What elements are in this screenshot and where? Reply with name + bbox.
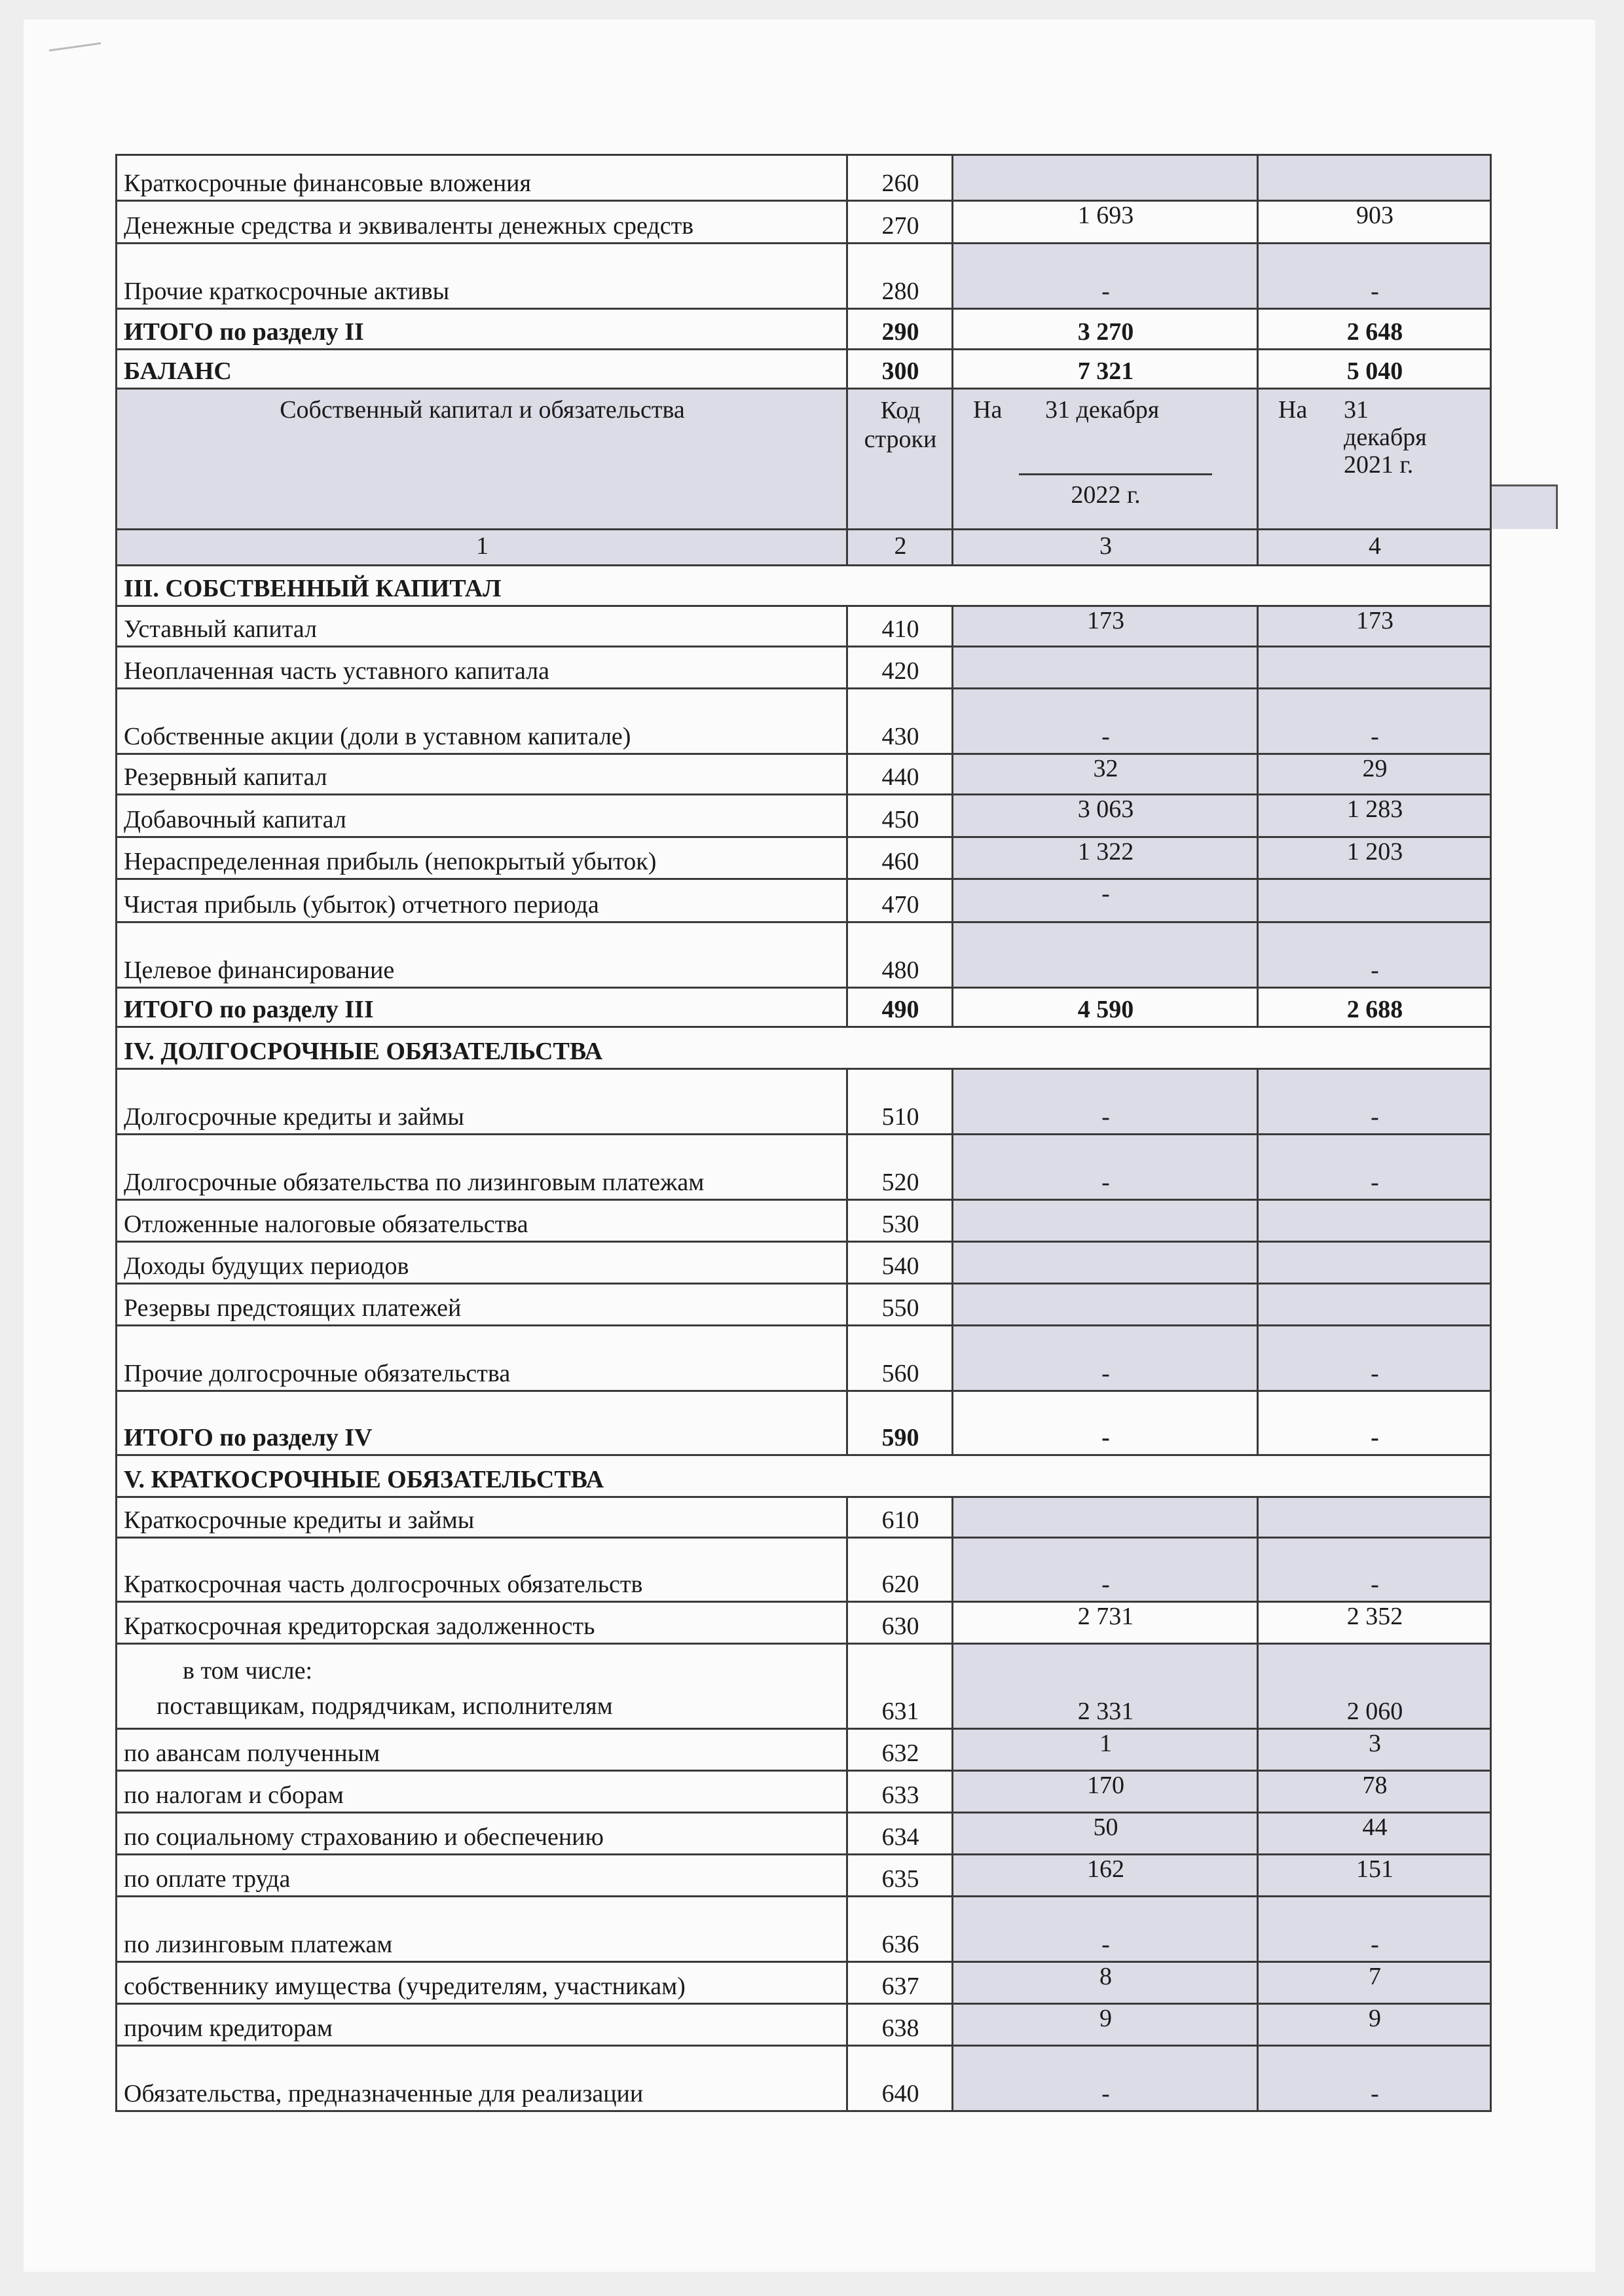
row-value-2021: 2 060 (1258, 1644, 1491, 1729)
row-name: Уставный капитал (117, 606, 847, 647)
row-value-2022: 32 (953, 754, 1258, 795)
row-code: 630 (847, 1602, 953, 1644)
row-value-2021: - (1258, 1538, 1491, 1602)
row-code: 490 (847, 988, 953, 1027)
row-value-2021: 2 648 (1258, 309, 1491, 350)
row-value-2021: - (1258, 1135, 1491, 1200)
scan-mark (49, 43, 103, 65)
table-row (117, 795, 1491, 837)
row-code: 470 (847, 879, 953, 922)
row-name: Неоплаченная часть уставного капитала (117, 647, 847, 689)
row-name: собственнику имущества (учредителям, участникам) (117, 1962, 847, 2004)
row-code: 638 (847, 2004, 953, 2046)
header-year-2022: 2022 г. (1071, 481, 1141, 509)
table-row (117, 1391, 1491, 1455)
row-code: 460 (847, 837, 953, 879)
header-date-2021: 31 декабря 2021 г. (1344, 396, 1427, 479)
row-value-2022 (953, 1284, 1258, 1326)
row-code: 430 (847, 689, 953, 754)
row-value-2021 (1258, 1200, 1491, 1242)
row-name: ИТОГО по разделу IV (117, 1391, 847, 1455)
row-name: по налогам и сборам (117, 1771, 847, 1813)
document-page (24, 20, 1595, 2272)
table-row (117, 988, 1491, 1027)
row-code: 280 (847, 244, 953, 309)
row-value-2022: 50 (953, 1813, 1258, 1855)
row-code: 510 (847, 1069, 953, 1135)
row-value-2022 (953, 922, 1258, 988)
row-name: ИТОГО по разделу II (117, 309, 847, 350)
row-code: 450 (847, 795, 953, 837)
row-code: 590 (847, 1391, 953, 1455)
table-row (117, 606, 1491, 647)
row-value-2021 (1258, 155, 1491, 201)
column-number-row (117, 530, 1491, 566)
row-name: Целевое финансирование (117, 922, 847, 988)
table-row (117, 1897, 1491, 1962)
row-value-2022: 8 (953, 1962, 1258, 2004)
row-code: 636 (847, 1897, 953, 1962)
row-value-2021: - (1258, 689, 1491, 754)
row-name: Краткосрочная кредиторская задолженность (117, 1602, 847, 1644)
row-value-2022 (953, 1242, 1258, 1284)
row-code: 635 (847, 1855, 953, 1897)
row-value-2022: - (953, 1135, 1258, 1200)
row-value-2022 (953, 1497, 1258, 1538)
table-row (117, 1135, 1491, 1200)
row-value-2021 (1258, 1242, 1491, 1284)
row-name: Долгосрочные обязательства по лизинговым платежам (117, 1135, 847, 1200)
row-name: по лизинговым платежам (117, 1897, 847, 1962)
table-row (117, 1729, 1491, 1771)
table-row (117, 1771, 1491, 1813)
row-name: Денежные средства и эквиваленты денежных средств (117, 201, 847, 244)
row-code: 440 (847, 754, 953, 795)
table-row (117, 647, 1491, 689)
row-name: Доходы будущих периодов (117, 1242, 847, 1284)
row-name: Краткосрочные кредиты и займы (117, 1497, 847, 1538)
row-value-2022: 4 590 (953, 988, 1258, 1027)
row-value-2021 (1258, 647, 1491, 689)
row-code: 631 (847, 1644, 953, 1729)
table-row (117, 922, 1491, 988)
row-code: 610 (847, 1497, 953, 1538)
row-value-2021: - (1258, 1897, 1491, 1962)
row-code: 520 (847, 1135, 953, 1200)
row-value-2021: 9 (1258, 2004, 1491, 2046)
row-value-2021: 44 (1258, 1813, 1491, 1855)
section-title: V. КРАТКОСРОЧНЫЕ ОБЯЗАТЕЛЬСТВА (117, 1455, 1491, 1497)
table-row (117, 1200, 1491, 1242)
row-value-2021: 3 (1258, 1729, 1491, 1771)
row-value-2022: 2 331 (953, 1644, 1258, 1729)
col-num-2: 2 (847, 530, 953, 566)
row-name: Собственные акции (доли в уставном капитале) (117, 689, 847, 754)
row-code: 560 (847, 1326, 953, 1391)
row-code: 420 (847, 647, 953, 689)
row-code: 637 (847, 1962, 953, 2004)
row-name: Добавочный капитал (117, 795, 847, 837)
row-value-2022 (953, 647, 1258, 689)
row-value-2021: 2 688 (1258, 988, 1491, 1027)
table-row (117, 1497, 1491, 1538)
table-row (117, 1284, 1491, 1326)
table-row (117, 201, 1491, 244)
row-value-2021: - (1258, 1069, 1491, 1135)
row-value-2022: 162 (953, 1855, 1258, 1897)
row-value-2021 (1258, 1497, 1491, 1538)
header-name: Собственный капитал и обязательства (117, 389, 847, 530)
row-value-2021: 2 352 (1258, 1602, 1491, 1644)
row-value-2022 (953, 155, 1258, 201)
row-name: поставщикам, подрядчикам, исполнителям (157, 1692, 613, 1720)
table-row (117, 1538, 1491, 1602)
table-row (117, 879, 1491, 922)
row-name: Резервный капитал (117, 754, 847, 795)
table-row (117, 155, 1491, 201)
row-code: 260 (847, 155, 953, 201)
row-code: 632 (847, 1729, 953, 1771)
row-value-2021: 903 (1258, 201, 1491, 244)
row-value-2022: - (953, 1326, 1258, 1391)
row-code: 300 (847, 350, 953, 389)
table-row (117, 1813, 1491, 1855)
row-value-2021: 7 (1258, 1962, 1491, 2004)
table-row (117, 837, 1491, 879)
row-value-2021 (1258, 1284, 1491, 1326)
row-code: 290 (847, 309, 953, 350)
row-code: 530 (847, 1200, 953, 1242)
table-row (117, 1326, 1491, 1391)
row-name: по оплате труда (117, 1855, 847, 1897)
row-value-2021: 78 (1258, 1771, 1491, 1813)
row-value-2021: 5 040 (1258, 350, 1491, 389)
row-code: 633 (847, 1771, 953, 1813)
row-code: 480 (847, 922, 953, 988)
row-value-2021: - (1258, 244, 1491, 309)
row-name: Долгосрочные кредиты и займы (117, 1069, 847, 1135)
table-row (117, 244, 1491, 309)
row-code: 410 (847, 606, 953, 647)
row-value-2022: 170 (953, 1771, 1258, 1813)
row-name: Отложенные налоговые обязательства (117, 1200, 847, 1242)
row-value-2021: - (1258, 1326, 1491, 1391)
row-name: Прочие краткосрочные активы (117, 244, 847, 309)
row-value-2021: 1 203 (1258, 837, 1491, 879)
row-value-2021: 1 283 (1258, 795, 1491, 837)
row-value-2022: 3 270 (953, 309, 1258, 350)
section-title: III. СОБСТВЕННЫЙ КАПИТАЛ (117, 566, 1491, 606)
row-value-2022: - (953, 2046, 1258, 2111)
header-underline (1019, 473, 1212, 475)
row-value-2022: 1 322 (953, 837, 1258, 879)
header-2022-cell (953, 389, 1258, 530)
row-name: Резервы предстоящих платежей (117, 1284, 847, 1326)
row-name-group (117, 1644, 847, 1729)
header-2021-cell (1258, 389, 1491, 530)
row-value-2022: - (953, 1538, 1258, 1602)
row-value-2022: 1 693 (953, 201, 1258, 244)
row-name: Чистая прибыль (убыток) отчетного периода (117, 879, 847, 922)
row-name: Прочие долгосрочные обязательства (117, 1326, 847, 1391)
row-value-2021: - (1258, 1391, 1491, 1455)
header-on-2021: На (1278, 396, 1308, 424)
row-value-2022: - (953, 689, 1258, 754)
row-code: 640 (847, 2046, 953, 2111)
row-value-2022: - (953, 244, 1258, 309)
table-row (117, 1602, 1491, 1644)
row-value-2022: - (953, 1897, 1258, 1962)
table-row (117, 350, 1491, 389)
row-code: 540 (847, 1242, 953, 1284)
row-value-2022: - (953, 1391, 1258, 1455)
row-value-2022: - (953, 879, 1258, 922)
table-row-group (117, 1644, 1491, 1729)
table-row (117, 1069, 1491, 1135)
table-row (117, 309, 1491, 350)
header-date-2022: 31 декабря (1045, 396, 1160, 424)
table-row (117, 2046, 1491, 2111)
section-heading-row (117, 1027, 1491, 1069)
section-heading-row (117, 1455, 1491, 1497)
row-value-2022: - (953, 1069, 1258, 1135)
row-value-2021: - (1258, 922, 1491, 988)
row-value-2021: 151 (1258, 1855, 1491, 1897)
col-num-3: 3 (953, 530, 1258, 566)
header-code-cell (847, 389, 953, 530)
balance-table (115, 154, 1492, 2112)
row-value-2022 (953, 1200, 1258, 1242)
table-row (117, 689, 1491, 754)
row-code: 634 (847, 1813, 953, 1855)
table-row (117, 1855, 1491, 1897)
column-header-row (117, 389, 1491, 530)
row-code: 620 (847, 1538, 953, 1602)
table-row (117, 1962, 1491, 2004)
row-name: по авансам полученным (117, 1729, 847, 1771)
including-label: в том числе: (183, 1657, 313, 1685)
row-value-2021: - (1258, 2046, 1491, 2111)
table-row (117, 1242, 1491, 1284)
row-name: Краткосрочные финансовые вложения (117, 155, 847, 201)
row-value-2021 (1258, 879, 1491, 922)
col-num-1: 1 (117, 530, 847, 566)
table-row (117, 754, 1491, 795)
col-num-4: 4 (1258, 530, 1491, 566)
header-on-2022: На (973, 396, 1003, 424)
row-name: Краткосрочная часть долгосрочных обязательств (117, 1538, 847, 1602)
row-name: Обязательства, предназначенные для реализации (117, 2046, 847, 2111)
row-name: БАЛАНС (117, 350, 847, 389)
row-value-2021: 173 (1258, 606, 1491, 647)
row-name: прочим кредиторам (117, 2004, 847, 2046)
row-code: 270 (847, 201, 953, 244)
header-code: Код строки (864, 397, 937, 453)
row-value-2022: 9 (953, 2004, 1258, 2046)
row-value-2022: 173 (953, 606, 1258, 647)
row-name: по социальному страхованию и обеспечению (117, 1813, 847, 1855)
row-value-2022: 7 321 (953, 350, 1258, 389)
row-name: ИТОГО по разделу III (117, 988, 847, 1027)
row-value-2022: 1 (953, 1729, 1258, 1771)
row-name: Нераспределенная прибыль (непокрытый убыток) (117, 837, 847, 879)
row-value-2021: 29 (1258, 754, 1491, 795)
row-value-2022: 3 063 (953, 795, 1258, 837)
row-code: 550 (847, 1284, 953, 1326)
row-value-2022: 2 731 (953, 1602, 1258, 1644)
section-title: IV. ДОЛГОСРОЧНЫЕ ОБЯЗАТЕЛЬСТВА (117, 1027, 1491, 1069)
section-heading-row (117, 566, 1491, 606)
table-row (117, 2004, 1491, 2046)
